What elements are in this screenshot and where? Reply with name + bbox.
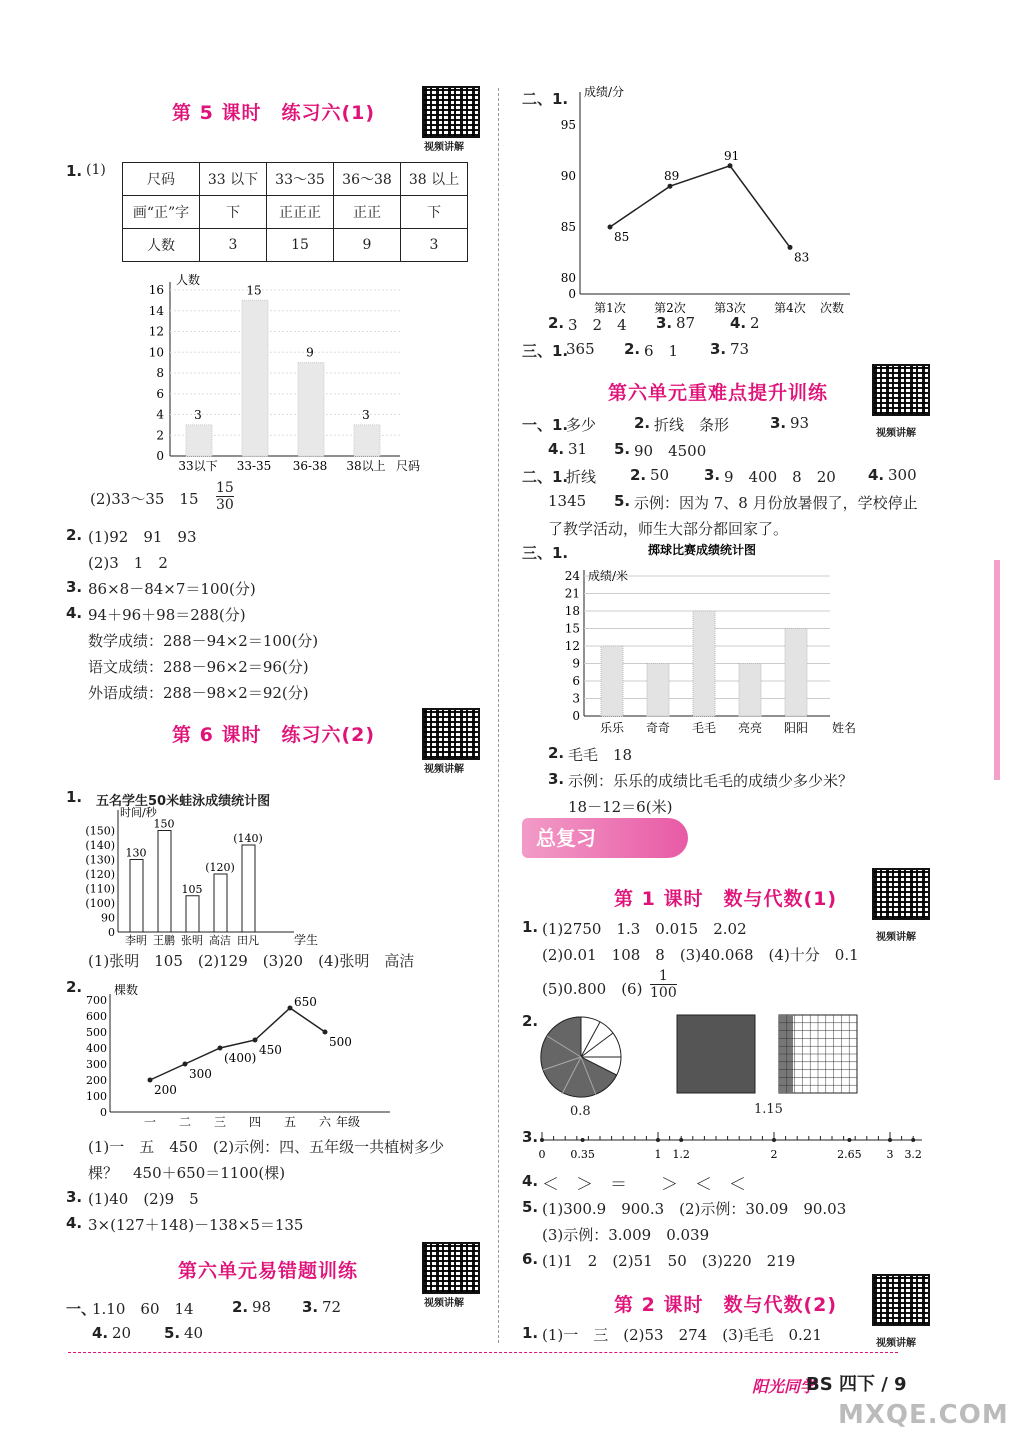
y-tick-label: 6 — [572, 674, 580, 688]
r-section2-num: 二、1. — [522, 90, 569, 108]
y-tick-label: 2 — [156, 428, 164, 443]
page-edge-tab — [994, 560, 1000, 780]
y-tick-label: 16 — [148, 283, 164, 297]
c2-q1: (1)一 三 (2)53 274 (3)毛毛 0.21 — [542, 1326, 822, 1344]
data-label: (120) — [205, 861, 235, 874]
bar — [601, 646, 623, 716]
r-q4: 2 — [750, 314, 760, 332]
series-line — [610, 166, 790, 248]
table-cell: 36～38 — [334, 163, 401, 196]
point — [847, 1138, 851, 1142]
y-tick-label: (140) — [85, 839, 115, 852]
number-line-label: 0 — [538, 1148, 546, 1161]
qr-label: 视频讲解 — [424, 142, 464, 153]
h2-4: 300 — [888, 466, 917, 484]
fraction-denominator: 30 — [216, 497, 234, 513]
bar — [158, 831, 171, 933]
x-tick-label: 六 — [318, 1115, 332, 1129]
x-tick-label: 一 — [143, 1115, 157, 1129]
y-tick-label: 600 — [86, 1010, 107, 1023]
x-tick-label: 张明 — [181, 934, 203, 947]
data-label: 85 — [614, 230, 630, 244]
number-line-label: 3.2 — [904, 1148, 922, 1161]
data-label: 130 — [125, 846, 147, 860]
h2-5a: 示例：因为 7、8 月份放暑假了，学校停止 — [634, 494, 918, 512]
c1-q6-num: 6. — [522, 1250, 539, 1268]
data-label: 91 — [724, 148, 740, 163]
data-point — [288, 1006, 293, 1011]
data-label: 150 — [153, 817, 175, 831]
h2-3: 9 400 8 20 — [724, 468, 836, 486]
c1-q2-num: 2. — [522, 1012, 539, 1030]
y-tick-label: 90 — [560, 169, 576, 183]
h3-3-num: 3. — [548, 770, 565, 788]
qr-code-icon[interactable] — [422, 708, 480, 760]
data-point — [788, 245, 793, 250]
r-s3-3-num: 3. — [710, 340, 727, 358]
x-tick-label: 第4次 — [774, 301, 806, 315]
qr-label: 视频讲解 — [876, 932, 916, 943]
section-title-review2: 第 2 课时 数与代数(2) — [614, 1294, 838, 1316]
x-tick-label: 奇奇 — [645, 721, 671, 735]
x-tick-label: 王鹏 — [153, 934, 175, 947]
data-point — [183, 1062, 188, 1067]
s6-q4-number: 4. — [66, 1214, 83, 1232]
h1-5-num: 5. — [614, 440, 631, 458]
x-axis-label: 尺码 — [396, 459, 421, 473]
x-axis-label: 学生 — [294, 933, 319, 947]
throw-bar-chart — [552, 540, 862, 740]
h1-4: 31 — [568, 440, 588, 458]
point — [772, 1138, 776, 1142]
qr-code-icon[interactable] — [422, 1242, 480, 1294]
h1-num: 一、1. — [522, 416, 569, 434]
y-tick-label: 14 — [148, 303, 164, 318]
data-label: 15 — [246, 283, 262, 298]
err-q2-num: 2. — [232, 1298, 249, 1316]
number-line-label: 1.2 — [672, 1148, 690, 1161]
q3-answer: 86×8－84×7＝100(分) — [88, 580, 256, 598]
fig-label-08: 0.8 — [570, 1104, 591, 1119]
q2-1-answer: (1)92 91 93 — [88, 528, 197, 546]
c1-q1-num: 1. — [522, 918, 539, 936]
score-line-chart — [552, 82, 862, 315]
s6-q2-answer-line1: (1)一 五 450 (2)示例：四、五年级一共植树多少 — [88, 1138, 445, 1156]
err-q5-num: 5. — [164, 1324, 181, 1342]
h1-2: 折线 条形 — [654, 416, 730, 434]
c1-q5a: (1)300.9 900.3 (2)示例：30.09 90.03 — [542, 1200, 847, 1218]
h2-cont: 1345 — [548, 492, 587, 510]
table-cell: 33～35 — [267, 163, 334, 196]
y-tick-label: 90 — [101, 911, 115, 925]
y-tick-label: 0 — [572, 709, 580, 723]
square-figure-1 — [676, 1014, 756, 1094]
review-badge: 总复习 — [522, 818, 688, 858]
x-tick-label: 毛毛 — [691, 721, 717, 735]
r-q2-num: 2. — [548, 314, 565, 332]
r-section3-num: 三、1. — [522, 342, 569, 360]
x-tick-label: 38以上 — [346, 459, 386, 473]
y-tick-label: (120) — [85, 868, 115, 881]
chart-title: 掷球比赛成绩统计图 — [647, 543, 757, 557]
s6-q2-number: 2. — [66, 978, 83, 996]
y-tick-label: 95 — [560, 118, 576, 132]
number-line-label: 0.35 — [570, 1148, 595, 1161]
qr-code-icon[interactable] — [872, 1274, 930, 1326]
err-q4-num: 4. — [92, 1324, 109, 1342]
table-cell: 15 — [267, 229, 334, 262]
y-tick-label: 0 — [108, 926, 115, 939]
x-tick-label: 五 — [283, 1115, 297, 1129]
grid-figure — [778, 1014, 858, 1094]
y-tick-label: 500 — [86, 1026, 107, 1039]
data-label: 105 — [181, 882, 203, 896]
number-line-label: 1 — [654, 1148, 662, 1161]
h2-num: 二、1. — [522, 468, 569, 486]
qr-label: 视频讲解 — [876, 428, 916, 439]
h1-1: 多少 — [566, 416, 597, 434]
h2-2-num: 2. — [630, 466, 647, 484]
x-tick-label: 阳阳 — [783, 721, 809, 735]
bar — [214, 874, 227, 932]
s6-q1-chart-title: 五名学生50米蛙泳成绩统计图 — [96, 794, 271, 809]
section-title-errors: 第六单元易错题训练 — [178, 1260, 359, 1282]
data-label: 500 — [329, 1035, 352, 1049]
data-point — [253, 1038, 258, 1043]
c1-q5b: (3)示例：3.009 0.039 — [542, 1226, 710, 1244]
y-tick-label: 8 — [156, 366, 164, 380]
y-tick-label: 18 — [564, 604, 580, 618]
number-line-label: 2 — [770, 1148, 778, 1161]
q2-number: 2. — [66, 526, 83, 544]
fraction-1-100 — [650, 968, 677, 1001]
data-point — [323, 1030, 328, 1035]
qr-label: 视频讲解 — [876, 1338, 916, 1349]
x-tick-label: 李明 — [125, 934, 147, 947]
bar — [186, 896, 199, 932]
table-cell: 尺码 — [123, 163, 200, 196]
shoe-size-bar-chart — [140, 270, 440, 475]
watermark: MXQE.COM — [838, 1400, 1009, 1430]
y-axis-label: 成绩/分 — [584, 85, 625, 99]
h3-3: 示例：乐乐的成绩比毛毛的成绩少多少米？ — [568, 772, 854, 790]
h3-3b: 18－12＝6(米) — [568, 798, 673, 816]
c1-q1b: (2)0.01 108 8 (3)40.068 (4)十分 0.1 — [542, 946, 859, 964]
h3-2-num: 2. — [548, 744, 565, 762]
h2-5-num: 5. — [614, 492, 631, 510]
q1-sub: (1) — [86, 162, 106, 178]
x-tick-label: 36-38 — [292, 459, 328, 473]
x-tick-label: 四 — [248, 1115, 262, 1129]
data-label: (140) — [233, 832, 263, 845]
data-label: 3 — [362, 407, 370, 422]
h2-1: 折线 — [566, 468, 597, 486]
fraction-numerator: 1 — [658, 968, 668, 984]
y-tick-label: 0 — [100, 1106, 107, 1119]
h1-2-num: 2. — [634, 414, 651, 432]
y-tick-label: 700 — [86, 994, 107, 1007]
point — [911, 1138, 915, 1142]
err-q3: 72 — [322, 1298, 342, 1316]
s6-q1-answer: (1)张明 105 (2)129 (3)20 (4)张明 高洁 — [88, 952, 415, 970]
data-label: 89 — [664, 169, 680, 184]
c1-q5-num: 5. — [522, 1198, 539, 1216]
series-line — [150, 1008, 325, 1080]
table-row — [123, 196, 468, 229]
table-cell: 3 — [200, 229, 267, 262]
data-label: (400) — [224, 1051, 257, 1065]
bar — [130, 860, 143, 933]
table-cell: 正正正 — [267, 196, 334, 229]
y-axis-label: 人数 — [176, 273, 201, 287]
pie-figure — [538, 1014, 624, 1100]
brand-logo: 阳光同学 — [752, 1377, 817, 1396]
x-tick-label: 乐乐 — [599, 721, 625, 735]
h1-3: 93 — [790, 414, 810, 432]
data-label: 3 — [194, 407, 202, 422]
y-tick-label: 15 — [564, 621, 580, 636]
r-s3-3: 73 — [730, 340, 750, 358]
h2-5b: 了教学活动，师生大部分都回家了。 — [548, 520, 789, 538]
h1-4-num: 4. — [548, 440, 565, 458]
data-label: 450 — [259, 1043, 282, 1057]
y-tick-label: 21 — [564, 586, 580, 601]
h2-2: 50 — [650, 466, 670, 484]
y-tick-label: 9 — [572, 656, 580, 671]
x-tick-label: 第3次 — [714, 301, 746, 315]
c1-q6: (1)1 2 (2)51 50 (3)220 219 — [542, 1252, 796, 1270]
y-tick-label: 3 — [572, 691, 580, 706]
bar — [647, 664, 669, 717]
y-tick-label: 200 — [86, 1074, 107, 1087]
number-line-label: 3 — [886, 1148, 894, 1161]
table-cell: 正正 — [334, 196, 401, 229]
r-s3-2-num: 2. — [624, 340, 641, 358]
r-q2: 3 2 4 — [568, 316, 627, 334]
h3-2: 毛毛 18 — [568, 746, 633, 764]
data-label: 9 — [306, 345, 314, 360]
x-tick-label: 高洁 — [209, 934, 231, 947]
x-axis-label: 年级 — [336, 1115, 361, 1129]
q1-2-answer: (2)33～35 15 — [90, 490, 199, 508]
data-point — [608, 225, 613, 230]
y-tick-label: 100 — [86, 1090, 107, 1103]
qr-label: 视频讲解 — [424, 1298, 464, 1309]
table-cell: 3 — [401, 229, 468, 262]
q2-2-answer: (2)3 1 2 — [88, 554, 168, 572]
x-tick-label: 33以下 — [178, 459, 218, 473]
err-q2: 98 — [252, 1298, 272, 1316]
c1-q1a: (1)2750 1.3 0.015 2.02 — [542, 920, 747, 938]
swim-bar-chart — [82, 806, 332, 946]
table-row — [123, 229, 468, 262]
shoe-size-table — [122, 162, 468, 262]
q4-line3: 语文成绩：288－96×2＝96(分) — [88, 658, 309, 676]
bar — [242, 300, 268, 456]
x-tick-label: 三 — [213, 1115, 227, 1129]
data-label: 300 — [189, 1067, 212, 1081]
section-title-lesson5: 第 5 课时 练习六(1) — [172, 102, 376, 124]
c2-q1-num: 1. — [522, 1324, 539, 1342]
q4-line2: 数学成绩：288－94×2＝100(分) — [88, 632, 319, 650]
data-label: 650 — [294, 995, 317, 1009]
y-tick-label: 12 — [148, 324, 164, 339]
y-tick-label: (130) — [85, 853, 115, 867]
bar — [242, 845, 255, 932]
r-q3: 87 — [676, 314, 696, 332]
page-number: BS 四下 / 9 — [806, 1374, 907, 1395]
q4-line1: 94＋96＋98＝288(分) — [88, 606, 246, 624]
qr-label: 视频讲解 — [424, 764, 464, 775]
c1-q4: ＜ ＞ ＝ ＞ ＜ ＜ — [542, 1175, 746, 1195]
y-tick-label: 4 — [156, 407, 164, 422]
data-point — [668, 184, 673, 189]
number-line-label: 2.65 — [837, 1148, 862, 1161]
y-tick-label: (110) — [85, 882, 115, 896]
h2-4-num: 4. — [868, 466, 885, 484]
qr-code-icon[interactable] — [872, 364, 930, 416]
footer-divider — [68, 1352, 898, 1353]
point — [656, 1138, 660, 1142]
c1-q4-num: 4. — [522, 1172, 539, 1190]
bar — [354, 425, 380, 456]
err-q4: 20 — [112, 1324, 132, 1342]
data-point — [148, 1078, 153, 1083]
x-tick-label: 第1次 — [594, 301, 626, 315]
s6-q2-answer-line2: 棵？ 450＋650＝1100(棵) — [88, 1164, 286, 1182]
s6-q4-answer: 3×(127＋148)－138×5＝135 — [88, 1216, 304, 1234]
table-cell: 38 以上 — [401, 163, 468, 196]
y-axis-label: 成绩/米 — [588, 569, 629, 583]
qr-code-icon[interactable] — [422, 86, 480, 138]
bar — [693, 611, 715, 716]
x-tick-label: 第2次 — [654, 301, 686, 315]
tree-line-chart — [76, 980, 396, 1128]
fraction-15-30 — [216, 480, 234, 513]
y-tick-label: (150) — [85, 824, 115, 838]
y-tick-label: 24 — [564, 569, 580, 583]
table-cell: 下 — [401, 196, 468, 229]
point — [581, 1138, 585, 1142]
table-cell: 画“正”字 — [123, 196, 200, 229]
y-tick-label: 80 — [560, 271, 576, 285]
s6-q3-number: 3. — [66, 1188, 83, 1206]
data-point — [728, 163, 733, 168]
point — [679, 1138, 683, 1142]
table-cell: 33 以下 — [200, 163, 267, 196]
section-title-review1: 第 1 课时 数与代数(1) — [614, 888, 838, 910]
y-tick-label: 0 — [156, 449, 164, 463]
data-label: 200 — [154, 1083, 177, 1097]
err-q5: 40 — [184, 1324, 204, 1342]
number-line — [536, 1128, 926, 1164]
r-s3-2: 6 1 — [644, 342, 679, 360]
y-tick-label: 6 — [156, 386, 164, 401]
x-axis-label: 姓名 — [832, 721, 857, 735]
h1-5: 90 4500 — [634, 442, 707, 460]
qr-code-icon[interactable] — [872, 868, 930, 920]
y-axis-label: 时间/秒 — [120, 806, 157, 819]
s6-q1-number: 1. — [66, 788, 83, 806]
y-tick-label: 0 — [568, 287, 576, 301]
table-cell: 9 — [334, 229, 401, 262]
err-section-num: 一、 — [66, 1300, 97, 1318]
x-axis-label: 次数 — [820, 301, 845, 315]
x-tick-label: 33-35 — [236, 459, 272, 473]
bar — [186, 425, 212, 456]
q4-line4: 外语成绩：288－98×2＝92(分) — [88, 684, 309, 702]
r-s3-1: 365 — [566, 340, 595, 358]
err-q1: 1.10 60 14 — [92, 1300, 194, 1318]
r-q4-num: 4. — [730, 314, 747, 332]
y-tick-label: 85 — [560, 220, 576, 234]
s6-q3-answer: (1)40 (2)9 5 — [88, 1190, 199, 1208]
table-row — [123, 163, 468, 196]
x-tick-label: 田凡 — [237, 934, 259, 947]
fig-label-115: 1.15 — [754, 1102, 783, 1117]
point — [540, 1138, 544, 1142]
table-cell: 下 — [200, 196, 267, 229]
c1-q1c: (5)0.800 (6) — [542, 980, 643, 998]
section-title-hard: 第六单元重难点提升训练 — [608, 382, 829, 404]
x-tick-label: 二 — [178, 1115, 192, 1129]
q1-number: 1. — [66, 162, 83, 180]
table-cell: 人数 — [123, 229, 200, 262]
y-tick-label: 12 — [564, 639, 580, 653]
q3-number: 3. — [66, 578, 83, 596]
y-tick-label: 10 — [148, 345, 164, 360]
c1-q3-num: 3. — [522, 1128, 539, 1146]
column-divider — [498, 88, 499, 1343]
h1-3-num: 3. — [770, 414, 787, 432]
r-q3-num: 3. — [656, 314, 673, 332]
y-tick-label: 400 — [86, 1042, 107, 1055]
h3-num: 三、1. — [522, 544, 569, 562]
section-title-lesson6: 第 6 课时 练习六(2) — [172, 724, 376, 746]
bar — [785, 629, 807, 717]
x-tick-label: 亮亮 — [737, 721, 763, 735]
h2-3-num: 3. — [704, 466, 721, 484]
y-axis-label: 棵数 — [114, 983, 139, 997]
err-q3-num: 3. — [302, 1298, 319, 1316]
y-tick-label: (100) — [85, 897, 115, 910]
point — [888, 1138, 892, 1142]
q4-number: 4. — [66, 604, 83, 622]
bar — [739, 664, 761, 717]
data-point — [218, 1046, 223, 1051]
fraction-numerator: 15 — [216, 480, 234, 496]
fraction-denominator: 100 — [650, 985, 677, 1001]
y-tick-label: 300 — [86, 1058, 107, 1071]
data-label: 83 — [794, 250, 810, 265]
bar — [298, 363, 324, 456]
